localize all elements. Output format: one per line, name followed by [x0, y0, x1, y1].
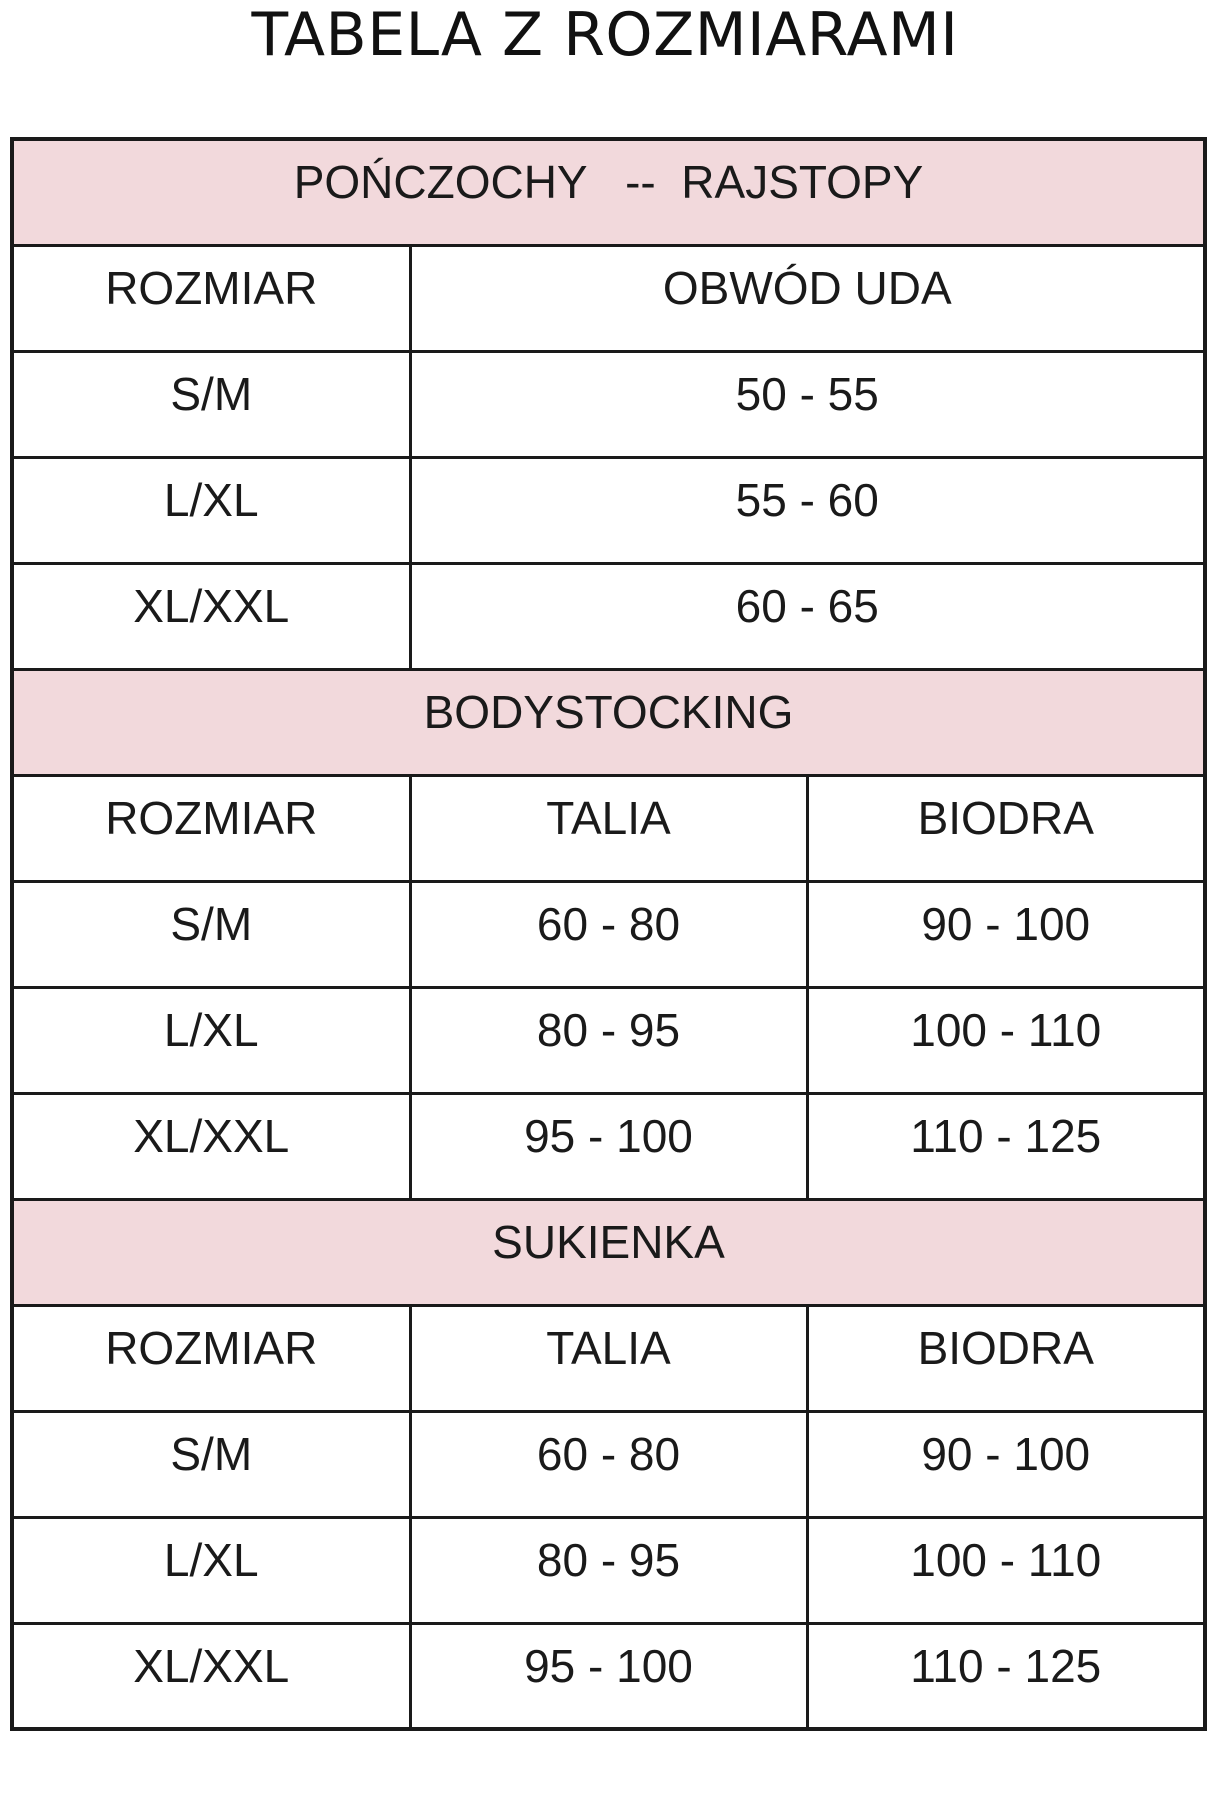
- size-cell: L/XL: [12, 1517, 410, 1623]
- section-heading-label: BODYSTOCKING: [423, 685, 794, 738]
- size-cell: L/XL: [12, 457, 410, 563]
- value-cell: 100 - 110: [807, 987, 1205, 1093]
- value-cell: 80 - 95: [410, 987, 807, 1093]
- column-header-size: ROZMIAR: [12, 1305, 410, 1411]
- section-heading-row: [12, 1199, 1205, 1305]
- table-row: [12, 881, 1205, 987]
- value-cell: 100 - 110: [807, 1517, 1205, 1623]
- table-row: [12, 1623, 1205, 1729]
- section-heading-dress: [12, 1199, 1205, 1305]
- page-title: TABELA Z ROZMIARAMI: [251, 0, 959, 70]
- value-cell: 60 - 65: [410, 563, 1205, 669]
- column-header-size: ROZMIAR: [12, 245, 410, 351]
- table-row: [12, 457, 1205, 563]
- section-heading-row: [12, 669, 1205, 775]
- value-cell: 90 - 100: [807, 1411, 1205, 1517]
- value-cell: 60 - 80: [410, 1411, 807, 1517]
- section-heading-label: SUKIENKA: [492, 1215, 725, 1268]
- value-cell: 110 - 125: [807, 1093, 1205, 1199]
- value-cell: 60 - 80: [410, 881, 807, 987]
- table-header-row: [12, 245, 1205, 351]
- size-cell: XL/XXL: [12, 563, 410, 669]
- size-cell: L/XL: [12, 987, 410, 1093]
- size-cell: S/M: [12, 881, 410, 987]
- section-heading-bodystocking: [12, 669, 1205, 775]
- size-cell: S/M: [12, 351, 410, 457]
- column-header-waist: TALIA: [410, 775, 807, 881]
- size-cell: XL/XXL: [12, 1623, 410, 1729]
- value-cell: 90 - 100: [807, 881, 1205, 987]
- value-cell: 110 - 125: [807, 1623, 1205, 1729]
- column-header-hips: BIODRA: [807, 1305, 1205, 1411]
- value-cell: 95 - 100: [410, 1623, 807, 1729]
- size-cell: S/M: [12, 1411, 410, 1517]
- column-header-hips: BIODRA: [807, 775, 1205, 881]
- column-header-size: ROZMIAR: [12, 775, 410, 881]
- value-cell: 80 - 95: [410, 1517, 807, 1623]
- table-row: [12, 1517, 1205, 1623]
- section-heading-label: POŃCZOCHY -- RAJSTOPY: [293, 156, 924, 208]
- column-header-thigh: OBWÓD UDA: [410, 245, 1205, 351]
- column-header-waist: TALIA: [410, 1305, 807, 1411]
- size-table: [10, 137, 1207, 1731]
- table-row: [12, 1411, 1205, 1517]
- section-heading-row: [12, 139, 1205, 245]
- value-cell: 55 - 60: [410, 457, 1205, 563]
- value-cell: 95 - 100: [410, 1093, 807, 1199]
- table-header-row: [12, 775, 1205, 881]
- table-row: [12, 1093, 1205, 1199]
- table-row: [12, 351, 1205, 457]
- value-cell: 50 - 55: [410, 351, 1205, 457]
- table-header-row: [12, 1305, 1205, 1411]
- section-heading-stockings: [12, 139, 1205, 245]
- size-cell: XL/XXL: [12, 1093, 410, 1199]
- table-row: [12, 563, 1205, 669]
- table-row: [12, 987, 1205, 1093]
